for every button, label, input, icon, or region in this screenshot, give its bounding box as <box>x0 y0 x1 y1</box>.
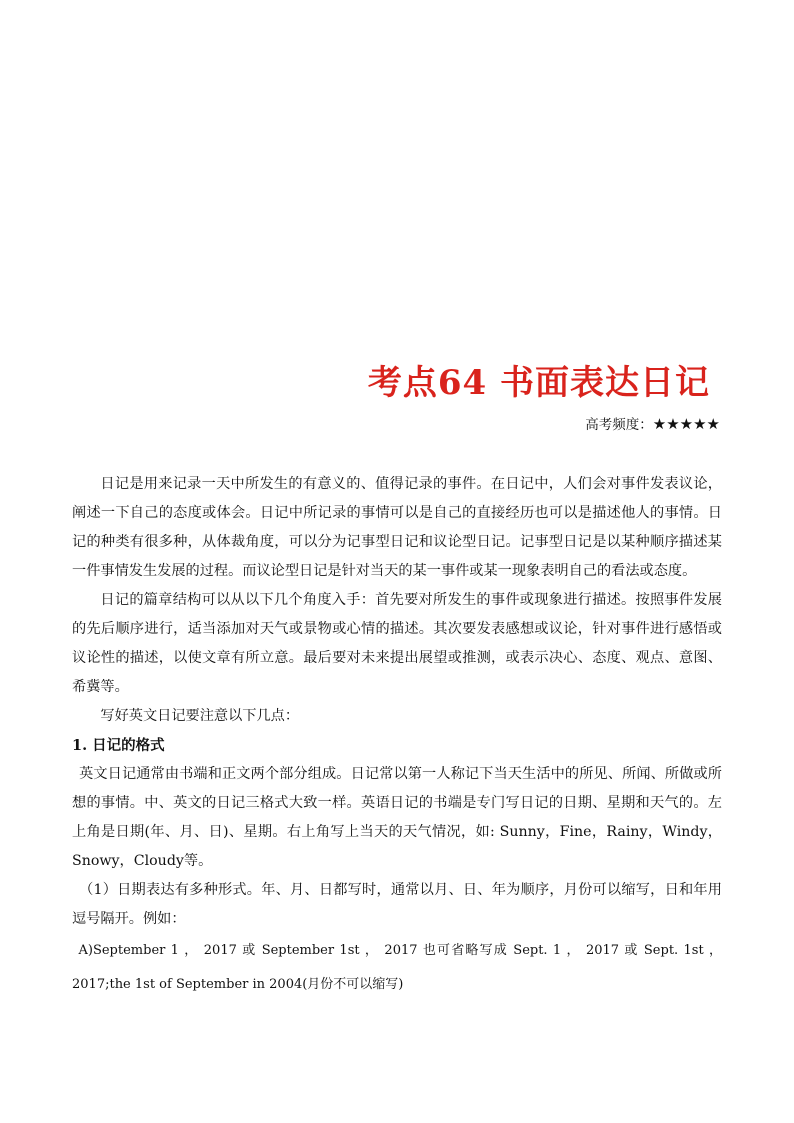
frequency-label: 高考频度： <box>585 417 653 433</box>
intro-paragraph-2: 日记的篇章结构可以从以下几个角度入手：首先要对所发生的事件或现象进行描述。按照事件发展的先后顺序进行，适当添加对天气或景物或心情的描述。其次要发表感想或议论，针对事件进行感悟或议论性的描述，以使文章有所立意。最后要对未来提出展望或推测，或表示决心、态度、观点、意图、希冀等。 <box>72 592 722 695</box>
section-format-text: 英文日记通常由书端和正文两个部分组成。日记常以第一人称记下当天生活中的所见、所闻、所做或所想的事情。中、英文的日记三格式大致一样。英语日记的书端是专门写日记的日期、星期和天气的。左上角是日期(年、月、日)、星期。右上角写上当天的天气情况，如: Sunny，Fine，Rainy，Windy，Snowy，Cloudy等。 <box>72 766 722 869</box>
intro-paragraph-1: 日记是用来记录一天中所发生的有意义的、值得记录的事件。在日记中，人们会对事件发表议论，阐述一下自己的态度或体会。日记中所记录的事情可以是自己的直接经历也可以是描述他人的事情。日记的种类有很多种，从体裁角度，可以分为记事型日记和议论型日记。记事型日记是以某种顺序描述某一件事情发生发展的过程。而议论型日记是针对当天的某一事件或某一现象表明自己的看法或态度。 <box>72 476 722 579</box>
document-body <box>72 470 722 1002</box>
frequency-stars: ★★★★★ <box>652 415 720 433</box>
exam-frequency <box>585 413 720 433</box>
date-example: A)September 1 ， 2017 或 September 1st ， 2017 也可省略写成 Sept. 1 ， 2017 或 Sept. 1st ， 2017;the 1st of September in 2004(月份不可以缩写) <box>72 943 722 992</box>
intro-paragraph-3: 写好英文日记要注意以下几点： <box>100 708 300 724</box>
subsection-date-text: （1）日期表达有多种形式。年、月、日都写时，通常以月、日、年为顺序，月份可以缩写，日和年用逗号隔开。例如： <box>72 882 722 927</box>
page-title: 考点64 书面表达日记 <box>367 363 710 403</box>
section-heading-format: 1. 日记的格式 <box>72 737 165 754</box>
